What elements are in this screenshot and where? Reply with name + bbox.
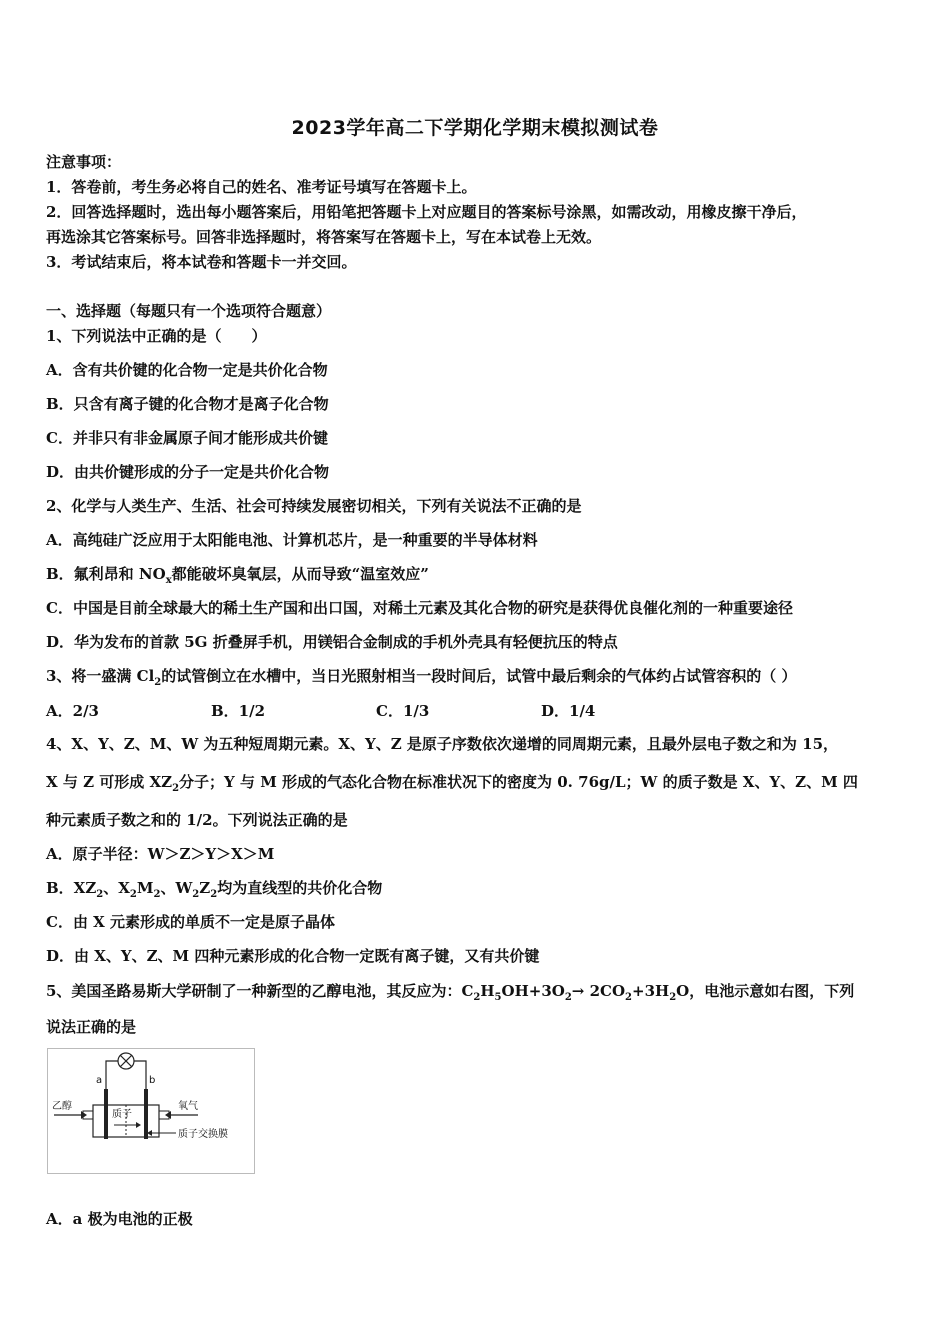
electrode-a [104, 1089, 108, 1139]
q5-stem-line: 说法正确的是 [46, 1018, 137, 1036]
q4-stem-line: 种元素质子数之和的 1/2。下列说法正确的是 [46, 811, 348, 829]
q2-option-d: D．华为发布的首款 5G 折叠屏手机，用镁铝合金制成的手机外壳具有轻便抗压的特点 [46, 633, 618, 651]
q1-option-b: B．只含有离子键的化合物才是离子化合物 [46, 395, 329, 413]
q3-option-a: A．2/3 [46, 702, 99, 720]
q3-option-b: B．1/2 [211, 702, 266, 720]
q1-option-d: D．由共价键形成的分子一定是共价化合物 [46, 463, 330, 481]
q2-option-c: C．中国是目前全球最大的稀土生产国和出口国，对稀土元素及其化合物的研究是获得优良催化剂的一种重要途径 [46, 599, 793, 617]
q3-option-c: C．1/3 [376, 702, 430, 720]
q5-option-a: A．a 极为电池的正极 [46, 1210, 193, 1228]
label-b: b [149, 1075, 156, 1086]
q3-option-d: D．1/4 [541, 702, 596, 720]
notice-item: 3．考试结束后，将本试卷和答题卡一并交回。 [46, 253, 357, 271]
q4-stem-line: 4、X、Y、Z、M、W 为五种短周期元素。X、Y、Z 是原子序数依次递增的同周期元素，且最外层电子数之和为 15， [46, 735, 839, 753]
q2-stem: 2、化学与人类生产、生活、社会可持续发展密切相关，下列有关说法不正确的是 [46, 497, 582, 515]
notice-item: 2．回答选择题时，选出每小题答案后，用铅笔把答题卡上对应题目的答案标号涂黑，如需改动，用橡皮擦干净后， [46, 203, 807, 221]
notice-item: 1．答卷前，考生务必将自己的姓名、准考证号填写在答题卡上。 [46, 178, 477, 196]
section-heading: 一、选择题（每题只有一个选项符合题意） [46, 302, 332, 320]
electrode-b [144, 1089, 148, 1139]
q1-stem: 1、下列说法中正确的是（ ） [46, 327, 267, 345]
label-a: a [96, 1075, 103, 1086]
oxygen-arrowhead [165, 1111, 171, 1119]
q2-option-a: A．高纯硅广泛应用于太阳能电池、计算机芯片，是一种重要的半导体材料 [46, 531, 538, 549]
proton-arrowhead [136, 1122, 141, 1128]
q4-option-a: A．原子半径：W＞Z＞Y＞X＞M [46, 845, 275, 863]
q1-option-c: C．并非只有非金属原子间才能形成共价键 [46, 429, 328, 447]
label-oxygen: 氧气 [178, 1101, 198, 1112]
q4-option-d: D．由 X、Y、Z、M 四种元素形成的化合物一定既有离子键，又有共价键 [46, 947, 540, 965]
ethanol-arrowhead [81, 1111, 87, 1119]
label-proton: 质子 [112, 1109, 132, 1120]
notice-item: 再选涂其它答案标号。回答非选择题时，将答案写在答题卡上，写在本试卷上无效。 [46, 228, 602, 246]
q5-stem-line: 5、美国圣路易斯大学研制了一种新型的乙醇电池，其反应为：$C_2H_5OH+3O_2\to 2CO_2+3H_2O$，电池示意如右图，下列 [46, 982, 855, 1003]
label-membrane: 质子交换膜 [178, 1129, 228, 1140]
q4-option-b: B．$XZ_2$、$X_2M_2$、$W_2Z_2$均为直线型的共价化合物 [46, 879, 383, 900]
q1-option-a: A．含有共价键的化合物一定是共价化合物 [46, 361, 328, 379]
q4-option-c: C．由 X 元素形成的单质不一定是原子晶体 [46, 913, 336, 931]
page-title: 2023学年高二下学期化学期末模拟测试卷 [291, 117, 659, 139]
q4-stem-line: X 与 Z 可形成 $XZ_2$分子；Y 与 M 形成的气态化合物在标准状况下的密度为 0. 76g/L；W 的质子数是 X、Y、Z、M 四 [46, 773, 858, 794]
bulb-icon [118, 1053, 134, 1069]
battery-diagram [47, 1048, 255, 1174]
notice-heading: 注意事项： [46, 153, 122, 171]
label-ethanol: 乙醇 [52, 1101, 72, 1112]
q2-option-b: B．氟利昂和 $NO_x$都能破坏臭氧层，从而导致“温室效应” [46, 565, 429, 586]
battery-diagram-svg [48, 1049, 254, 1173]
q3-stem: 3、将一盛满 $Cl_2$的试管倒立在水槽中，当日光照射相当一段时间后，试管中最后剩余的气体约占试管容积的（ ） [46, 667, 797, 688]
